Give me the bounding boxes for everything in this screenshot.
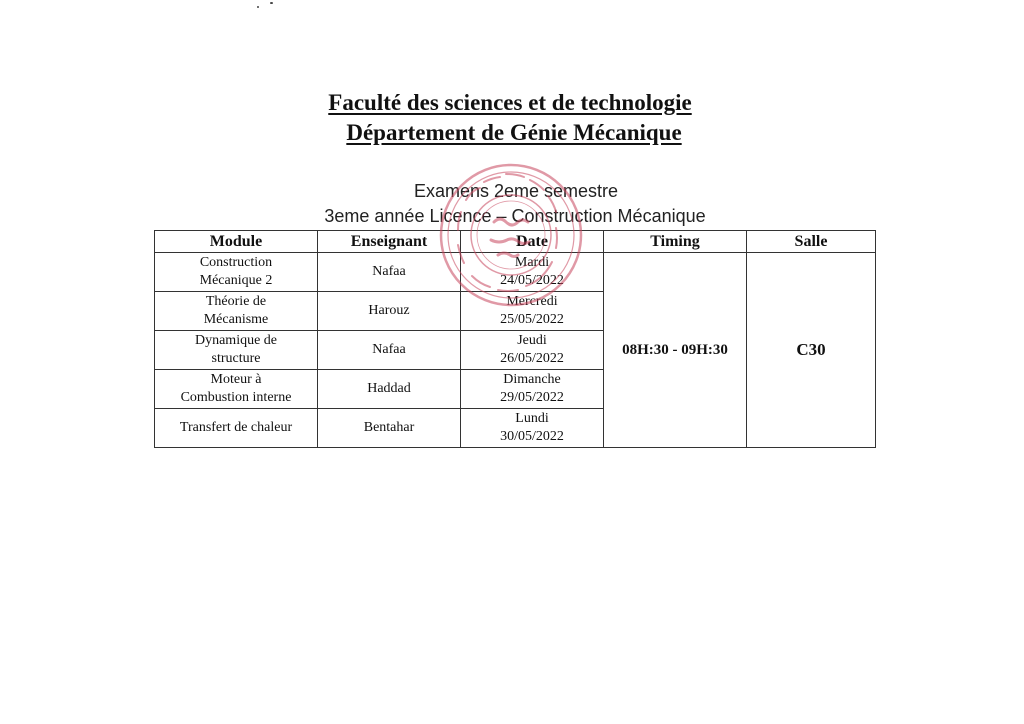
module-cell: Moteur à Combustion interne xyxy=(155,370,318,409)
room-cell: C30 xyxy=(747,253,876,448)
teacher-cell: Nafaa xyxy=(318,253,461,292)
table-row xyxy=(155,253,876,292)
header-teacher: Enseignant xyxy=(318,231,461,253)
date-cell: Dimanche 29/05/2022 xyxy=(461,370,604,409)
scan-speck xyxy=(257,6,259,8)
date-cell: Lundi 30/05/2022 xyxy=(461,409,604,448)
header-module: Module xyxy=(155,231,318,253)
header-date: Date xyxy=(461,231,604,253)
teacher-cell: Bentahar xyxy=(318,409,461,448)
date-cell: Mercredi 25/05/2022 xyxy=(461,292,604,331)
module-cell: Transfert de chaleur xyxy=(155,409,318,448)
program-title: 3eme année Licence – Construction Mécanique xyxy=(324,206,706,226)
department-title: Département de Génie Mécanique xyxy=(346,120,682,145)
exam-schedule-table xyxy=(154,230,876,448)
exam-session-title: Examens 2eme semestre xyxy=(413,181,619,201)
date-cell: Mardi 24/05/2022 xyxy=(461,253,604,292)
module-cell: Construction Mécanique 2 xyxy=(155,253,318,292)
teacher-cell: Nafaa xyxy=(318,331,461,370)
module-cell: Dynamique de structure xyxy=(155,331,318,370)
date-cell: Jeudi 26/05/2022 xyxy=(461,331,604,370)
teacher-cell: Haddad xyxy=(318,370,461,409)
module-cell: Théorie de Mécanisme xyxy=(155,292,318,331)
timing-cell: 08H:30 - 09H:30 xyxy=(604,253,747,448)
teacher-cell: Harouz xyxy=(318,292,461,331)
table-header-row xyxy=(155,231,876,253)
scan-speck xyxy=(270,2,273,4)
header-timing: Timing xyxy=(604,231,747,253)
header-room: Salle xyxy=(747,231,876,253)
faculty-title: Faculté des sciences et de technologie xyxy=(328,90,692,115)
